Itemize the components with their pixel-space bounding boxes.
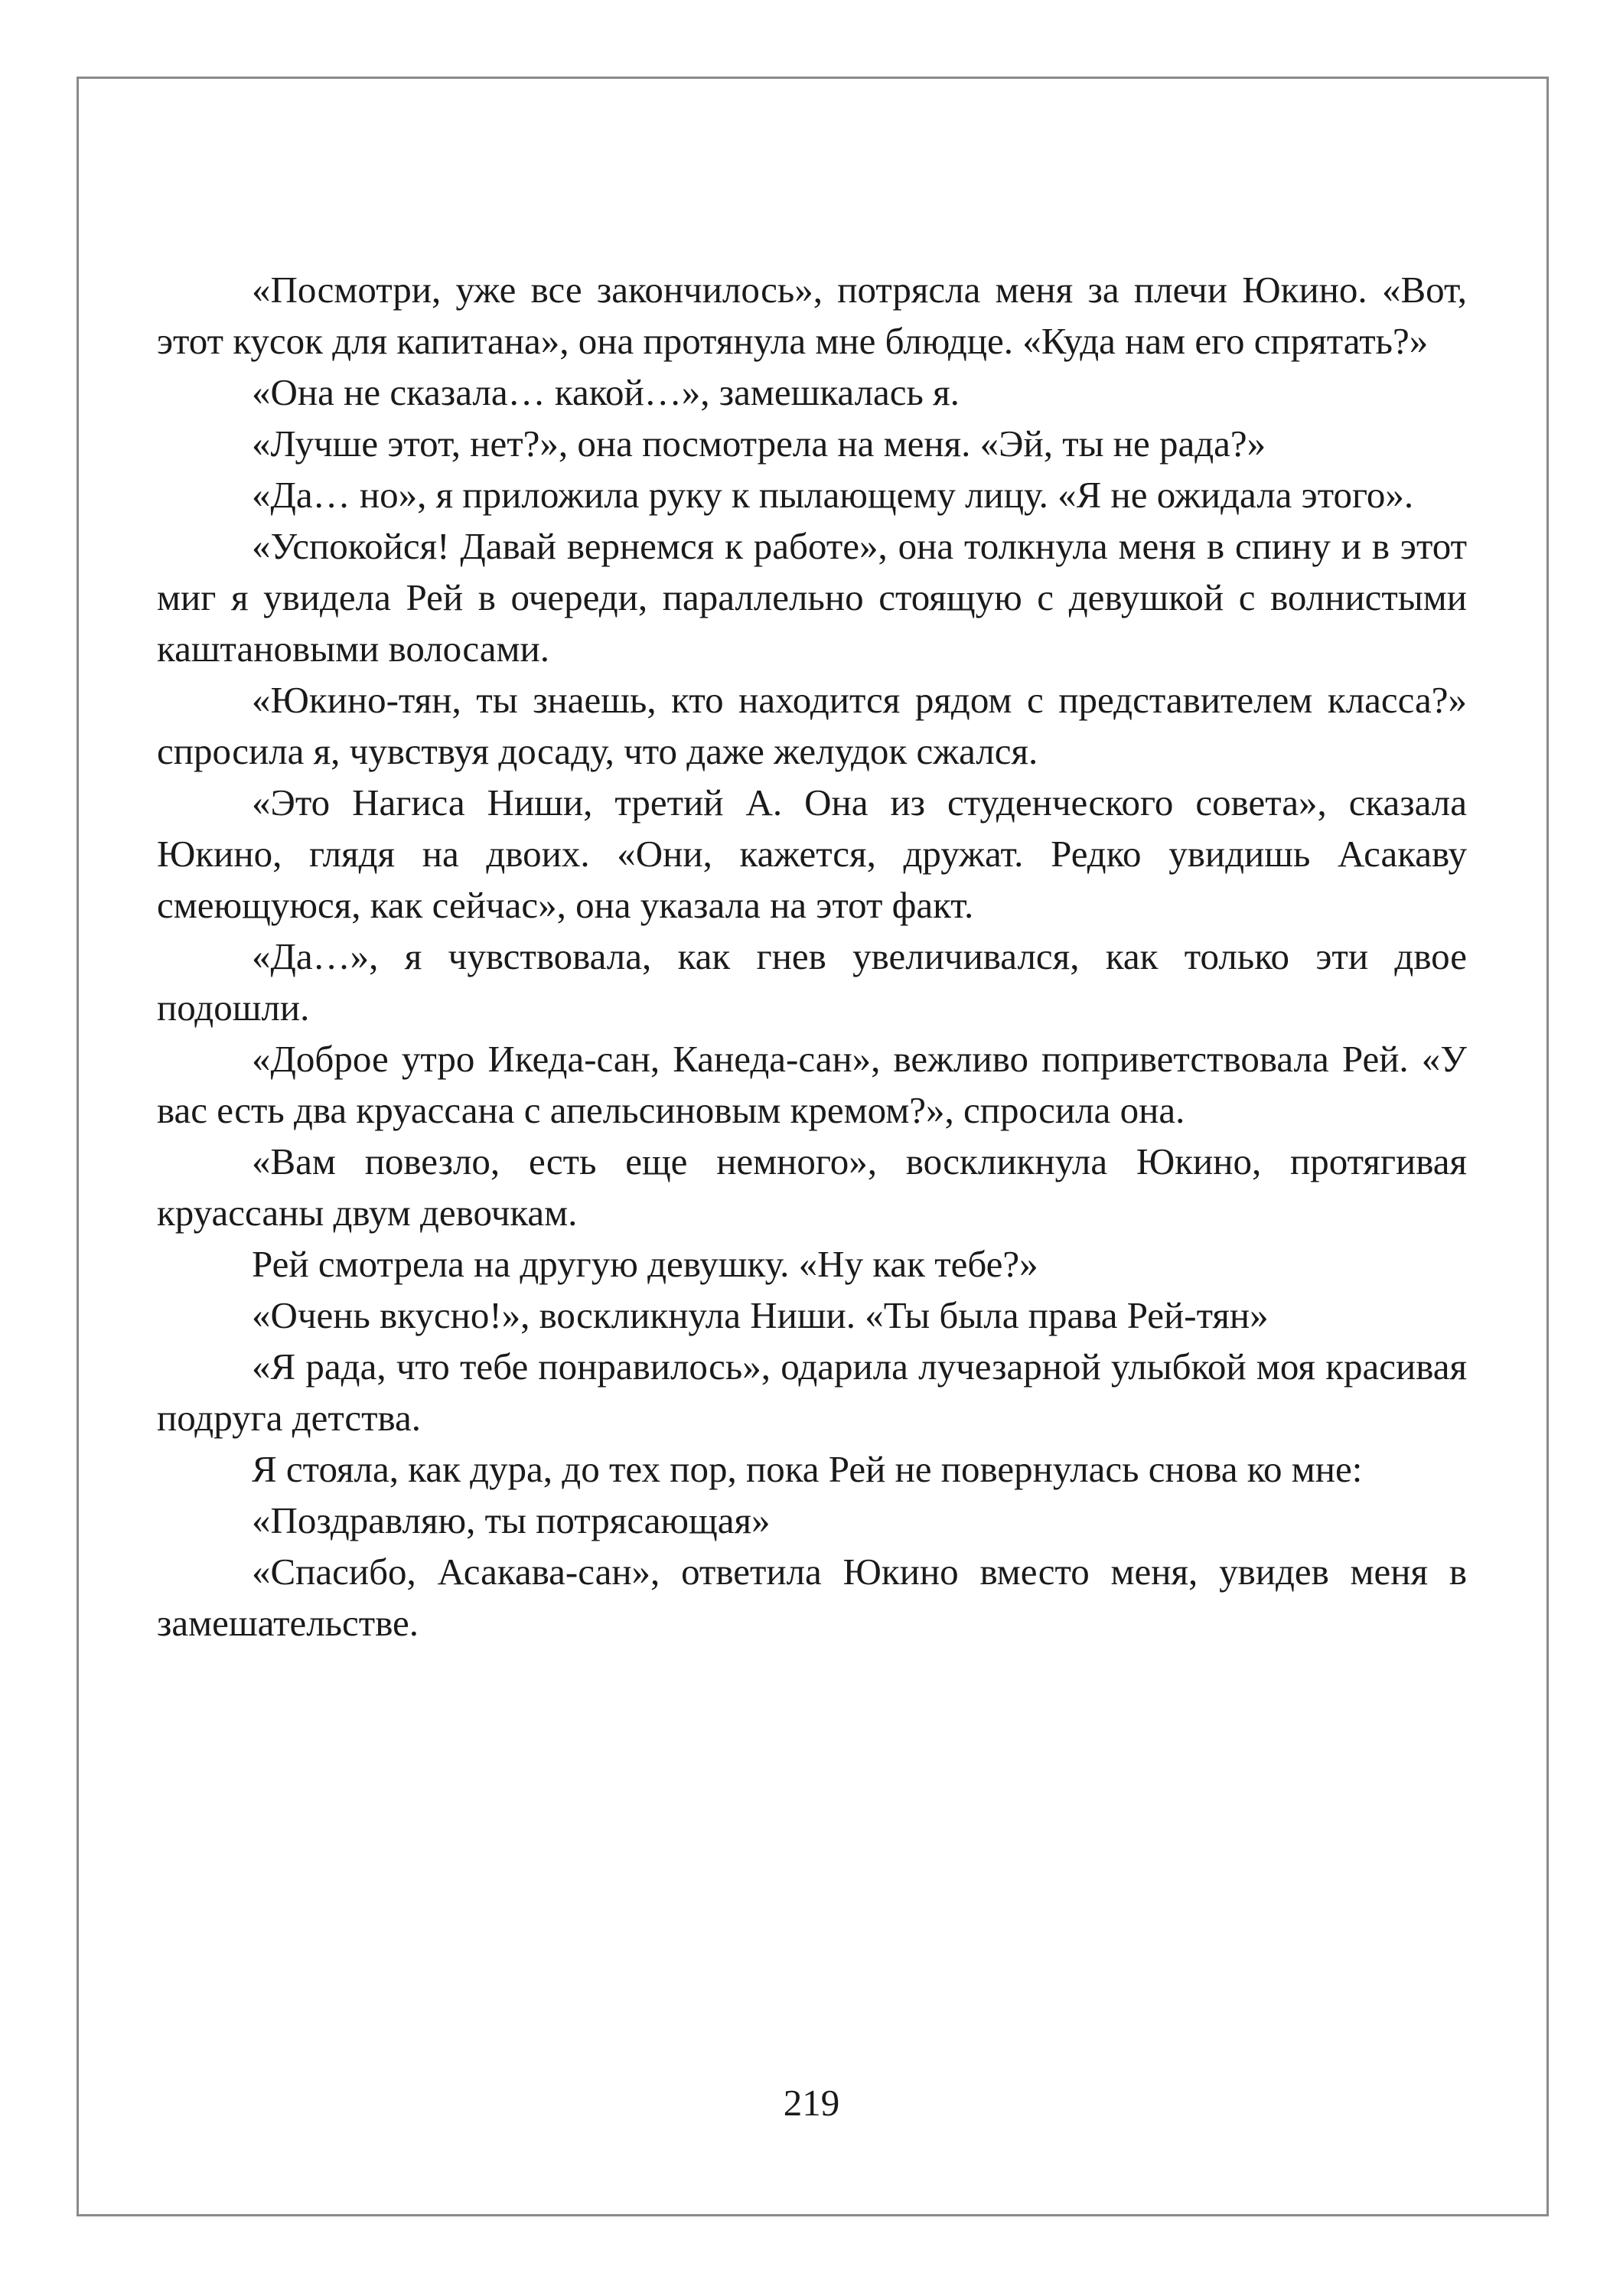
paragraph-2: «Она не сказала… какой…», замешкалась я.: [252, 371, 960, 413]
paragraph-15: «Поздравляю, ты потрясающая»: [252, 1499, 771, 1541]
paragraph-1: «Посмотри, уже все закончилось», потрясла меня за плечи Юкино. «Вот, этот кусок для капитана», она протянула мне блюдце. «Куда нам его спрятать?»: [157, 269, 1467, 362]
paragraph-3: «Лучше этот, нет?», она посмотрела на меня. «Эй, ты не рада?»: [252, 422, 1266, 465]
paragraph-13: «Я рада, что тебе понравилось», одарила лучезарной улыбкой моя красивая подруга детства.: [157, 1345, 1467, 1439]
paragraph-6: «Юкино-тян, ты знаешь, кто находится рядом с представителем класса?» спросила я, чувствуя досаду, что даже желудок сжался.: [157, 679, 1467, 772]
paragraph-10: «Вам повезло, есть еще немного», воскликнула Юкино, протягивая круассаны двум девочкам.: [157, 1140, 1467, 1234]
paragraph-4: «Да… но», я приложила руку к пылающему лицу. «Я не ожидала этого».: [252, 474, 1414, 516]
paragraph-8: «Да…», я чувствовала, как гнев увеличивался, как только эти двое подошли.: [157, 935, 1467, 1029]
page-number: 219: [783, 2082, 840, 2124]
paragraph-11: Рей смотрела на другую девушку. «Ну как тебе?»: [252, 1243, 1038, 1285]
paragraph-9: «Доброе утро Икеда-сан, Канеда-сан», вежливо поприветствовала Рей. «У вас есть два круассана с апельсиновым кремом?», спросила она.: [157, 1038, 1467, 1131]
paragraph-7: «Это Нагиса Ниши, третий А. Она из студенческого совета», сказала Юкино, глядя на двоих. «Они, кажется, дружат. Редко увидишь Асакаву смеющуюся, как сейчас», она указала на этот факт.: [157, 781, 1467, 926]
paragraph-16: «Спасибо, Асакава-сан», ответила Юкино вместо меня, увидев меня в замешательстве.: [157, 1551, 1467, 1644]
paragraph-5: «Успокойся! Давай вернемся к работе», она толкнула меня в спину и в этот миг я увидела Рей в очереди, параллельно стоящую с девушкой с волнистыми каштановыми волосами.: [157, 525, 1467, 670]
paragraph-14: Я стояла, как дура, до тех пор, пока Рей не повернулась снова ко мне:: [252, 1448, 1363, 1490]
paragraph-12: «Очень вкусно!», воскликнула Ниши. «Ты была права Рей-тян»: [252, 1294, 1269, 1336]
body-text: [157, 264, 1467, 1649]
